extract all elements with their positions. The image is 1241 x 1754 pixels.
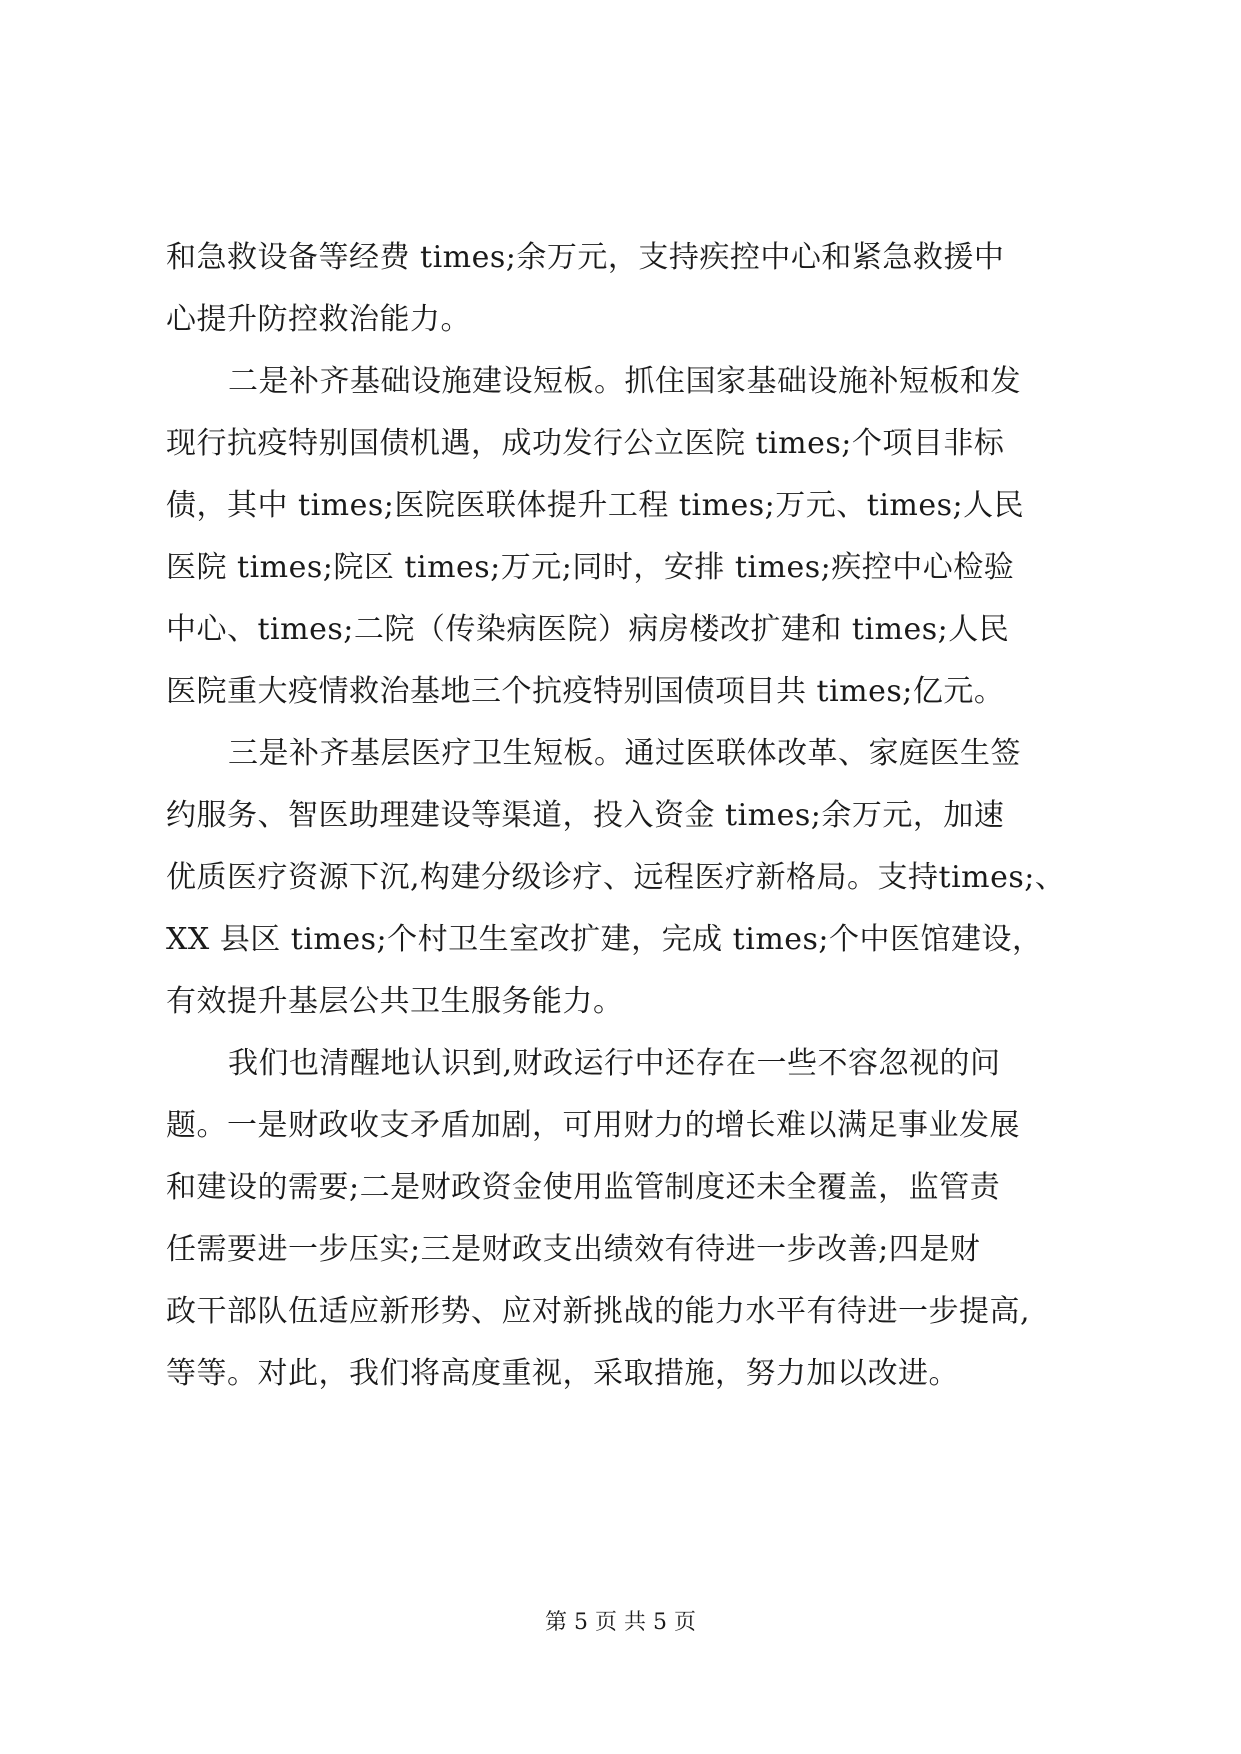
- text-line: 和急救设备等经费 times;余万元，支持疾控中心和紧急救援中: [166, 240, 1005, 275]
- text-line: 和建设的需要;二是财政资金使用监管制度还未全覆盖，监管责: [166, 1170, 1001, 1205]
- paragraph-infrastructure: [166, 351, 1078, 723]
- text-line: 现行抗疫特别国债机遇，成功发行公立医院 times;个项目非标: [166, 426, 1005, 461]
- page-number-footer: 第 5 页 共 5 页: [545, 1610, 696, 1635]
- text-line: 医院重大疫情救治基地三个抗疫特别国债项目共 times;亿元。: [166, 674, 1005, 709]
- paragraph-emergency-funding: [166, 227, 1078, 351]
- text-line: 等等。对此，我们将高度重视，采取措施，努力加以改进。: [166, 1356, 959, 1391]
- text-line: 我们也清醒地认识到,财政运行中还存在一些不容忽视的问: [228, 1046, 1001, 1081]
- text-line: 债，其中 times;医院医联体提升工程 times;万元、times;人民: [166, 488, 1025, 523]
- text-line: 三是补齐基层医疗卫生短板。通过医联体改革、家庭医生签: [228, 736, 1021, 771]
- text-line: 中心、times;二院（传染病医院）病房楼改扩建和 times;人民: [166, 612, 1010, 647]
- text-line: 约服务、智医助理建设等渠道，投入资金 times;余万元，加速: [166, 798, 1005, 833]
- text-line: 二是补齐基础设施建设短板。抓住国家基础设施补短板和发: [228, 364, 1021, 399]
- text-line: 医院 times;院区 times;万元;同时，安排 times;疾控中心检验: [166, 550, 1015, 585]
- text-line: 任需要进一步压实;三是财政支出绩效有待进一步改善;四是财: [166, 1232, 981, 1267]
- text-line: 心提升防控救治能力。: [166, 302, 471, 337]
- document-body: [166, 227, 1078, 1405]
- text-line: 优质医疗资源下沉,构建分级诊疗、远程医疗新格局。支持times;、: [166, 860, 1066, 895]
- text-line: 题。一是财政收支矛盾加剧，可用财力的增长难以满足事业发展: [166, 1108, 1020, 1143]
- text-line: XX 县区 times;个村卫生室改扩建，完成 times;个中医馆建设，: [166, 922, 1043, 957]
- text-line: 政干部队伍适应新形势、应对新挑战的能力水平有待进一步提高,: [166, 1294, 1031, 1329]
- paragraph-problems: [166, 1033, 1078, 1405]
- text-line: 有效提升基层公共卫生服务能力。: [166, 984, 624, 1019]
- paragraph-primary-care: [166, 723, 1078, 1033]
